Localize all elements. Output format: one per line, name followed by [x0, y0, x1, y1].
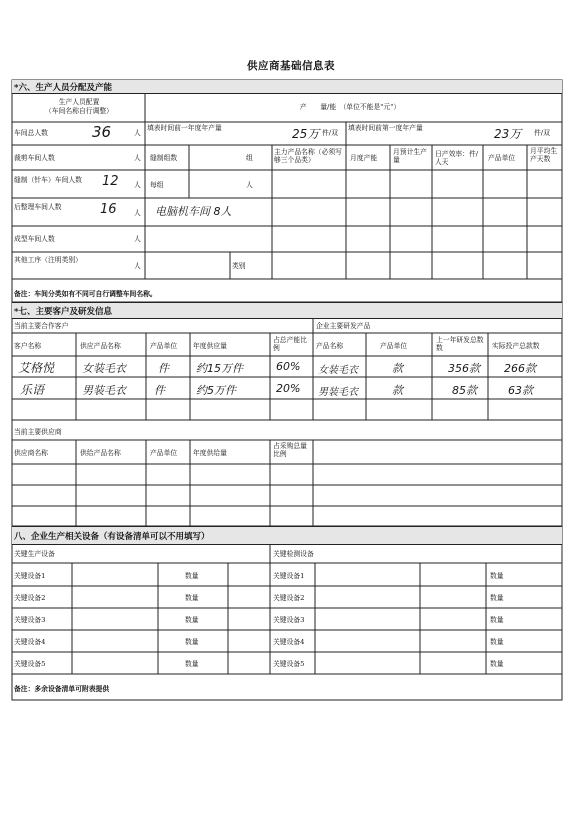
- prod-equipment-1: 关键设备1: [14, 572, 46, 580]
- supp-col-unit: 产品单位: [150, 449, 178, 457]
- per-group-unit: 人: [246, 181, 253, 189]
- rd-row1-name: 女装毛衣: [318, 365, 358, 376]
- cust-row1-name: 艾格悦: [18, 361, 55, 375]
- test-equipment-5: 关键设备5: [273, 660, 305, 668]
- page-title: 供应商基础信息表: [247, 60, 335, 72]
- section7-header: [12, 302, 562, 319]
- rd-row2-produced: 63款: [508, 384, 533, 397]
- suppliers-header: 当前主要供应商: [14, 428, 62, 436]
- prev-year-label: 填表时间前一年度年产量: [147, 124, 222, 132]
- groups-label: 缝制组数: [150, 154, 178, 162]
- category-label: 类别: [232, 262, 246, 270]
- prev-q-label: 填表时间前第一度年产量: [348, 124, 423, 132]
- sewing-unit: 人: [134, 181, 141, 189]
- test-equipment-1: 关键设备1: [273, 572, 305, 580]
- section6-title: *六、生产人员分配及产能: [14, 83, 112, 93]
- rd-col-produced: 实际投产总款数: [492, 342, 540, 350]
- total-staff-label: 车间总人数: [14, 129, 48, 137]
- rd-header: 企业主要研发产品: [316, 322, 371, 330]
- prod-qty-label-5: 数量: [185, 660, 199, 668]
- per-group-label: 每组: [150, 181, 164, 189]
- section7-title: *七、主要客户及研发信息: [14, 307, 112, 317]
- cust-row2-qty: 约5万件: [196, 384, 236, 397]
- total-staff-value: 36: [92, 123, 112, 141]
- finishing-value: 16: [100, 202, 117, 217]
- rd-col-unit: 产品单位: [380, 342, 408, 350]
- cutting-unit: 人: [134, 154, 141, 162]
- groups-unit: 组: [246, 154, 253, 162]
- capacity-header: 产 量/能 （单位不能是"元"）: [299, 103, 401, 111]
- rd-row1-unit: 款: [392, 362, 403, 375]
- sewing-value: 12: [102, 174, 119, 189]
- prod-qty-label-4: 数量: [185, 638, 199, 646]
- test-equipment-4: 关键设备4: [273, 638, 305, 646]
- test-equipment-3: 关键设备3: [273, 616, 305, 624]
- finishing-note: 电脑机车间 8人: [155, 205, 232, 218]
- cust-row1-product: 女装毛衣: [82, 362, 126, 375]
- other-process-label: 其他工序（注明类别）: [14, 256, 82, 264]
- prod-equipment-4: 关键设备4: [14, 638, 46, 646]
- prod-equipment-2: 关键设备2: [14, 594, 46, 602]
- supp-col-name: 供应商名称: [14, 449, 48, 457]
- forming-label: 成型车间人数: [14, 235, 55, 243]
- cust-col-ratio: 占总产能比例: [273, 336, 307, 352]
- prev-year-unit: 件/双: [322, 129, 338, 137]
- product-unit-label: 产品单位: [488, 154, 516, 162]
- rd-row1-produced: 266款: [504, 362, 536, 375]
- prod-qty-label-1: 数量: [185, 572, 199, 580]
- staff-config-label: 生产人员配置: [58, 98, 100, 106]
- cust-col-unit: 产品单位: [150, 342, 178, 350]
- prod-qty-label-2: 数量: [185, 594, 199, 602]
- test-qty-label-5: 数量: [490, 660, 504, 668]
- cust-row1-ratio: 60%: [276, 360, 301, 373]
- main-products-label: 主力产品名称（必须写够三个品类）: [274, 148, 342, 164]
- cust-row1-qty: 约15万件: [196, 362, 243, 375]
- cust-row1-unit: 件: [158, 362, 169, 375]
- section8-title: 八、企业生产相关设备（有设备清单可以不用填写）: [14, 532, 210, 542]
- prev-q-value: 23万: [494, 127, 522, 141]
- customers-header: 当前主要合作客户: [14, 322, 69, 330]
- cust-row2-unit: 件: [154, 384, 165, 397]
- rd-row2-unit: 款: [392, 384, 403, 397]
- rd-col-total: 上一年研发总数数: [436, 336, 484, 352]
- cust-col-name: 客户名称: [14, 342, 42, 350]
- efficiency-label: 日产效率：件/人天: [435, 150, 479, 166]
- rd-row2-name: 男装毛衣: [318, 387, 358, 398]
- prod-equipment-3: 关键设备3: [14, 616, 46, 624]
- other-process-unit: 人: [134, 262, 141, 270]
- cust-row2-product: 男装毛衣: [82, 384, 126, 397]
- cust-col-qty: 年度供应量: [193, 342, 227, 350]
- section8-header: [12, 526, 562, 545]
- sewing-label: 缝制（针车）车间人数: [14, 176, 82, 184]
- supp-col-qty: 年度供给量: [193, 449, 227, 457]
- test-qty-label-4: 数量: [490, 638, 504, 646]
- prod-equipment-header: 关键生产设备: [14, 550, 55, 558]
- test-qty-label-1: 数量: [490, 572, 504, 580]
- plan-yield-label: 月预计生产量: [393, 148, 427, 164]
- rd-row1-total: 356款: [448, 362, 480, 375]
- section8-remark: 备注：多余设备清单可附表提供: [14, 685, 110, 693]
- finishing-unit: 人: [134, 209, 141, 217]
- monthly-capacity-label: 月度产能: [350, 154, 378, 162]
- cutting-label: 裁剪车间人数: [14, 154, 55, 162]
- supp-col-ratio: 占采购总量比例: [273, 442, 307, 458]
- prev-year-value: 25万: [292, 127, 320, 141]
- cust-row2-name: 乐语: [20, 383, 45, 397]
- finishing-label: 后整理车间人数: [14, 203, 62, 211]
- cust-col-product: 供应产品名称: [80, 342, 121, 350]
- section6-header: [12, 80, 562, 94]
- cust-row2-ratio: 20%: [276, 382, 301, 395]
- test-qty-label-2: 数量: [490, 594, 504, 602]
- section6-remark: 备注：车间分类如有不同可自行调整车间名称。: [14, 290, 157, 298]
- prod-qty-label-3: 数量: [185, 616, 199, 624]
- rd-row2-total: 85款: [452, 384, 477, 397]
- test-equipment-2: 关键设备2: [273, 594, 305, 602]
- test-qty-label-3: 数量: [490, 616, 504, 624]
- staff-config-sub: （车间名称自行调整）: [45, 107, 113, 115]
- rd-col-name: 产品名称: [316, 342, 344, 350]
- monthly-avg-label: 月平均生产天数: [530, 147, 558, 163]
- supp-col-product: 供给产品名称: [80, 449, 121, 457]
- test-equipment-header: 关键检测设备: [273, 550, 314, 558]
- forming-unit: 人: [134, 235, 141, 243]
- total-staff-unit: 人: [134, 129, 141, 137]
- prod-equipment-5: 关键设备5: [14, 660, 46, 668]
- prev-q-unit: 件/双: [534, 129, 550, 137]
